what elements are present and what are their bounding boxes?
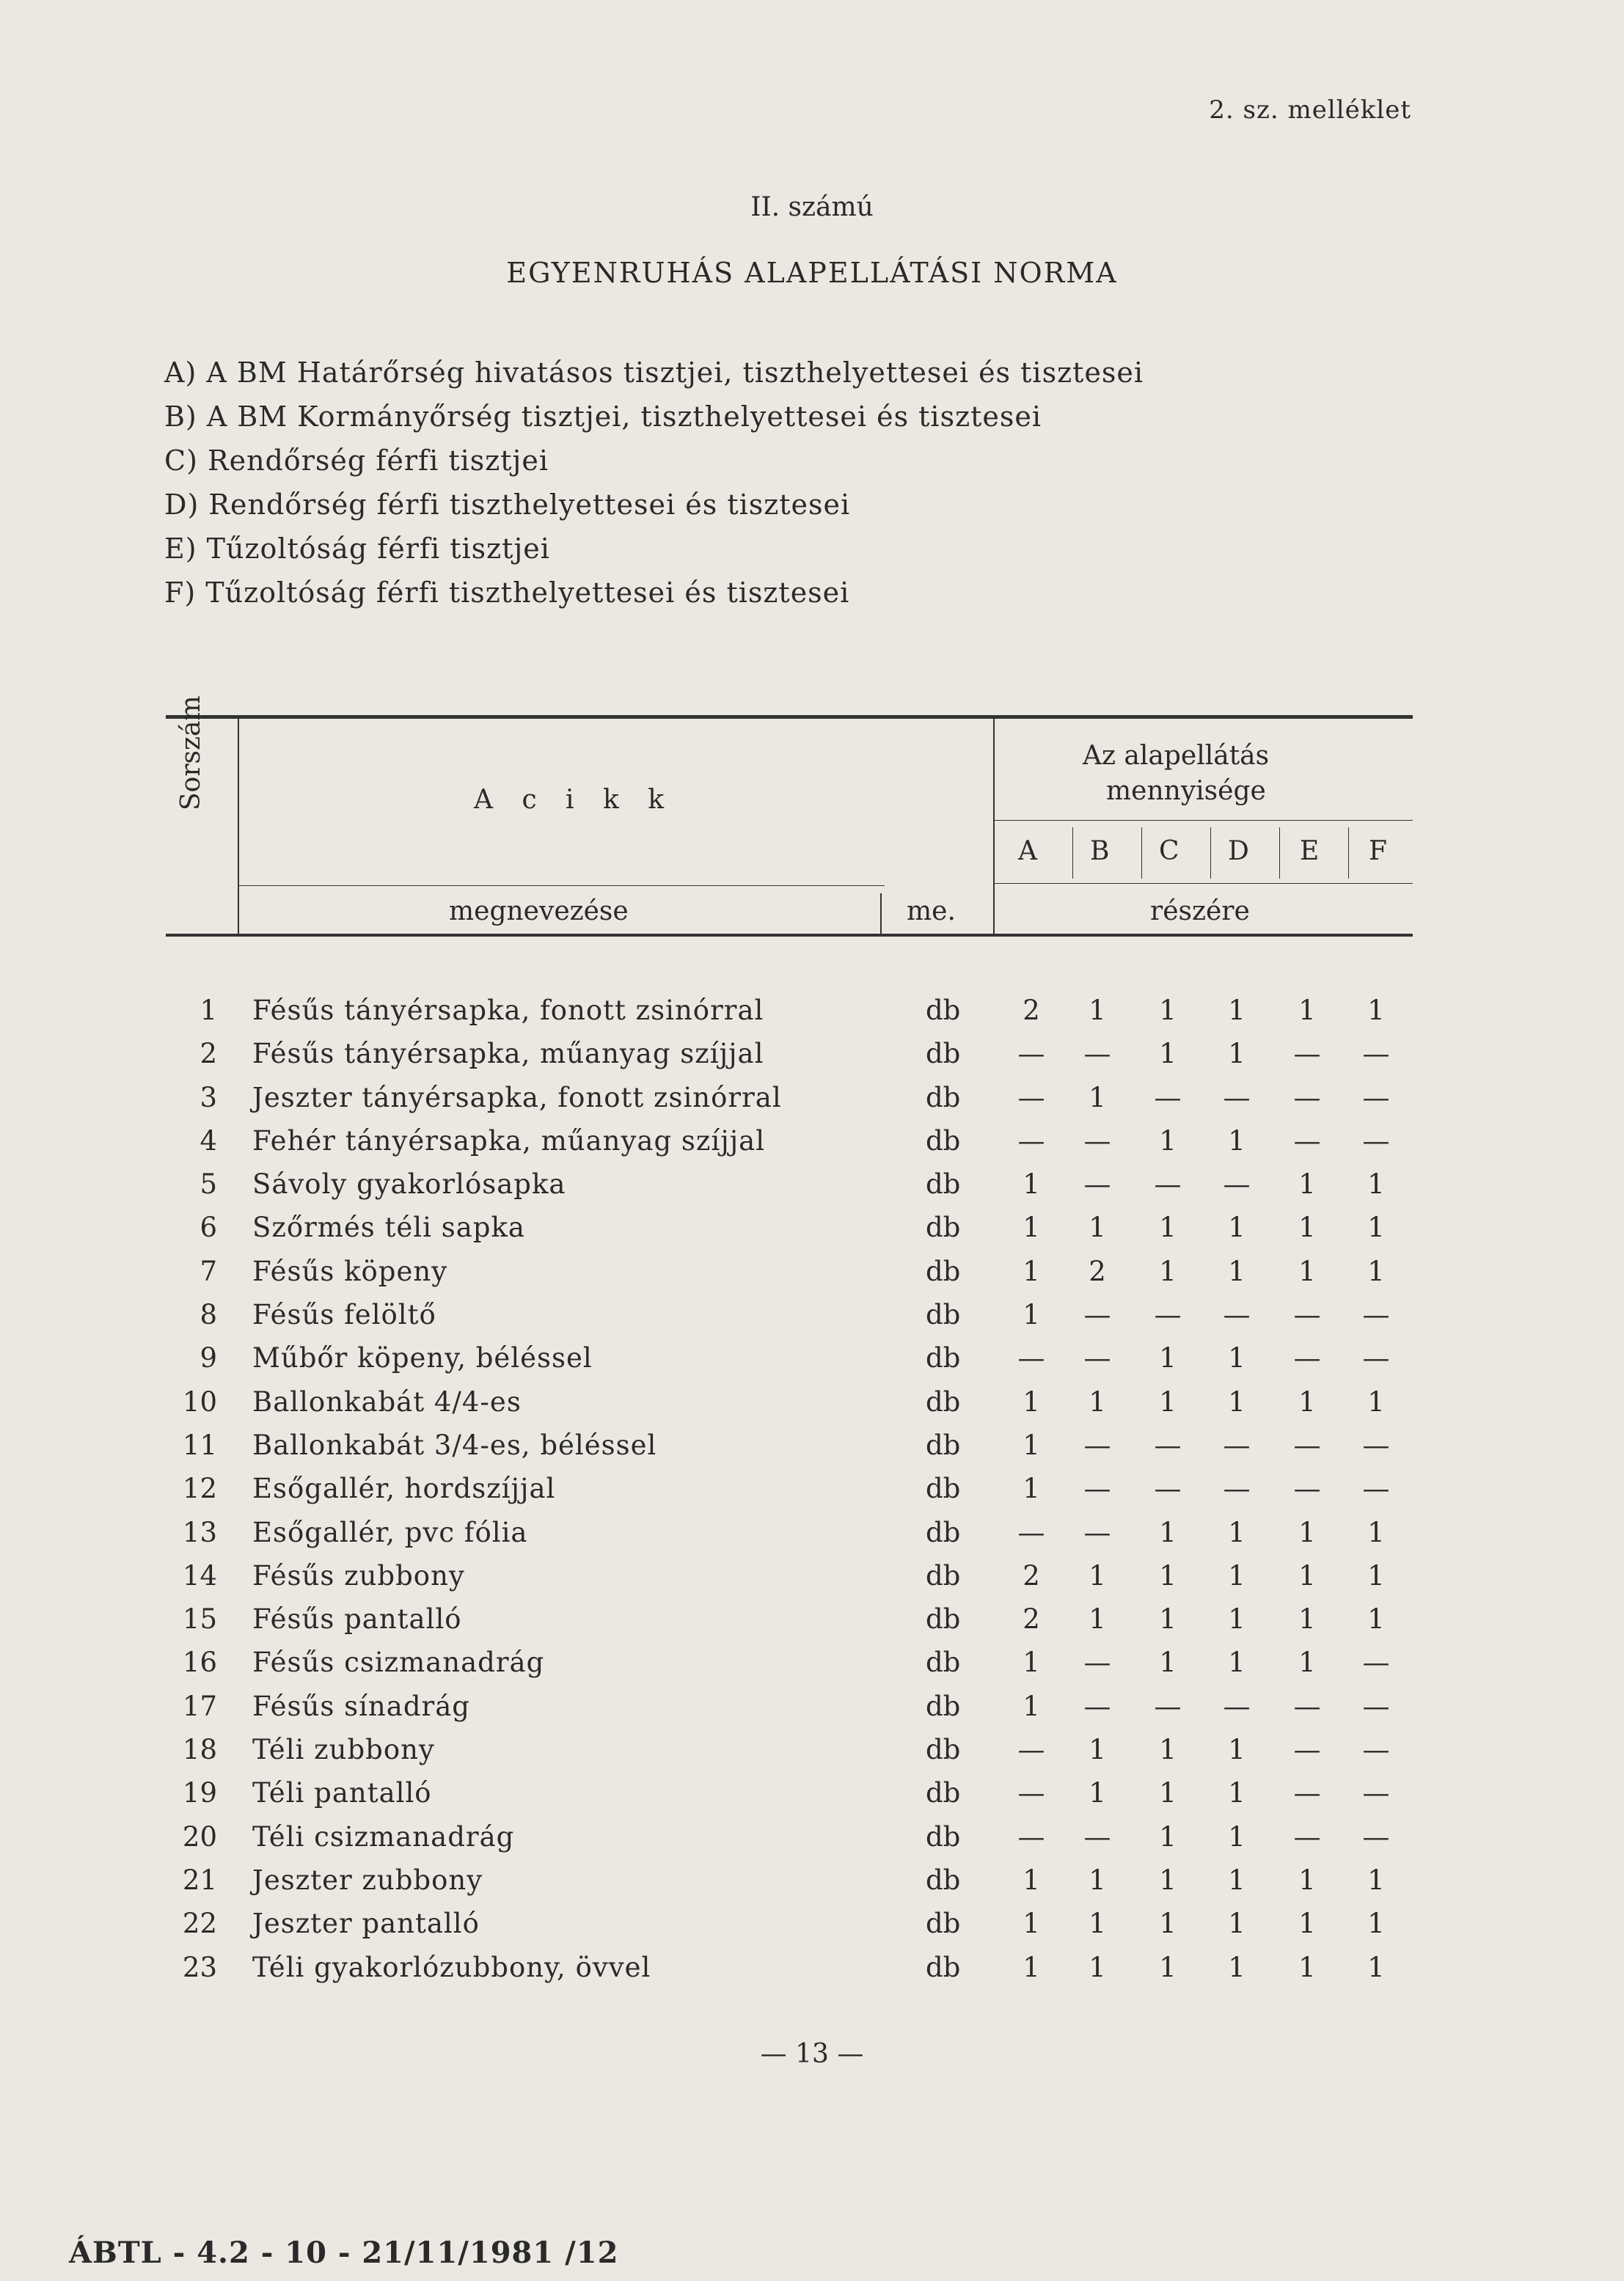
row-number: 22	[182, 1908, 217, 1940]
unit: db	[926, 1820, 961, 1853]
quantity-a: 1	[1023, 1299, 1040, 1331]
archive-reference: ÁBTL - 4.2 - 10 - 21/11/1981 /12	[69, 2236, 619, 2270]
quantity-a: 1	[1023, 1168, 1040, 1201]
table-row	[0, 1554, 1624, 1597]
table-header-bottom-rule	[166, 934, 1413, 937]
table-row	[0, 1380, 1624, 1424]
row-number: 4	[200, 1124, 217, 1157]
category-a: A) A BM Határőrség hivatásos tisztjei, tiszthelyettesei és tisztesei	[164, 356, 1144, 389]
item-header-subrule	[239, 885, 885, 886]
table-row	[0, 1163, 1624, 1206]
quantity-c: 1	[1159, 1212, 1177, 1244]
unit: db	[926, 1038, 961, 1070]
quantity-c: 1	[1159, 1647, 1177, 1679]
supply-header-rule-1	[995, 820, 1413, 821]
quantity-c: —	[1154, 1081, 1182, 1113]
unit: db	[926, 1908, 961, 1940]
unit: db	[926, 1734, 961, 1766]
quantity-b: —	[1083, 1516, 1111, 1548]
item-name: Fésűs tányérsapka, műanyag szíjjal	[252, 1038, 764, 1070]
row-number: 9	[200, 1342, 217, 1374]
item-name: Jeszter zubbony	[252, 1864, 483, 1896]
table-row	[0, 1946, 1624, 1989]
row-number: 19	[182, 1777, 217, 1809]
quantity-f: 1	[1367, 1951, 1385, 1983]
serial-column-divider	[238, 719, 239, 934]
category-c: C) Rendőrség férfi tisztjei	[164, 444, 549, 477]
quantity-b: 1	[1089, 995, 1106, 1026]
item-name: Fésűs felöltő	[252, 1299, 436, 1331]
quantity-a: —	[1017, 1124, 1045, 1157]
quantity-e: 1	[1298, 1647, 1316, 1679]
quantity-d: 1	[1228, 1864, 1246, 1896]
quantity-f: —	[1362, 1124, 1390, 1157]
unit: db	[926, 1777, 961, 1809]
quantity-c: 1	[1159, 1908, 1177, 1940]
quantity-e: 1	[1298, 1516, 1316, 1548]
table-row	[0, 1076, 1624, 1119]
unit-header: me.	[907, 896, 956, 926]
quantity-c: 1	[1159, 995, 1177, 1026]
quantity-d: 1	[1228, 1342, 1246, 1374]
table-row	[0, 1771, 1624, 1815]
row-number: 8	[200, 1299, 217, 1331]
supply-header-line1: Az alapellátás	[1083, 741, 1270, 771]
unit: db	[926, 995, 961, 1026]
quantity-c: 1	[1159, 1951, 1177, 1983]
quantity-f: —	[1362, 1038, 1390, 1070]
quantity-b: —	[1083, 1299, 1111, 1331]
quantity-e: 1	[1298, 995, 1316, 1026]
unit: db	[926, 1647, 961, 1679]
table-row	[0, 1685, 1624, 1728]
quantity-f: —	[1362, 1690, 1390, 1722]
item-name: Téli zubbony	[252, 1734, 435, 1766]
quantity-a: 1	[1023, 1647, 1040, 1679]
quantity-a: 1	[1023, 1255, 1040, 1287]
quantity-e: 1	[1298, 1168, 1316, 1201]
letter-c: C	[1159, 836, 1179, 866]
quantity-f: —	[1362, 1429, 1390, 1461]
row-number: 21	[182, 1864, 217, 1896]
quantity-a: —	[1017, 1342, 1045, 1374]
quantity-d: —	[1223, 1690, 1251, 1722]
category-f: F) Tűzoltóság férfi tiszthelyettesei és tisztesei	[164, 576, 850, 609]
row-number: 14	[182, 1559, 217, 1592]
unit: db	[926, 1299, 961, 1331]
unit: db	[926, 1342, 961, 1374]
quantity-d: 1	[1228, 1124, 1246, 1157]
letter-d: D	[1228, 836, 1249, 866]
item-name: Fésűs sínadrág	[252, 1690, 470, 1722]
row-number: 5	[200, 1168, 217, 1201]
quantity-d: 1	[1228, 1777, 1246, 1809]
letter-divider-3	[1210, 827, 1211, 879]
table-row	[0, 1250, 1624, 1293]
quantity-b: —	[1083, 1168, 1111, 1201]
quantity-c: 1	[1159, 1734, 1177, 1766]
quantity-e: —	[1293, 1690, 1321, 1722]
table-row	[0, 1293, 1624, 1336]
letter-divider-1	[1072, 827, 1073, 879]
quantity-d: 1	[1228, 1820, 1246, 1853]
row-number: 23	[182, 1951, 217, 1983]
quantity-b: 1	[1089, 1559, 1106, 1592]
item-name-header: megnevezése	[449, 896, 629, 926]
row-number: 7	[200, 1255, 217, 1287]
table-body	[0, 989, 1624, 1989]
row-number: 10	[182, 1385, 217, 1418]
quantity-d: 1	[1228, 1212, 1246, 1244]
row-number: 18	[182, 1734, 217, 1766]
quantity-f: —	[1362, 1820, 1390, 1853]
unit: db	[926, 1951, 961, 1983]
table-row	[0, 1597, 1624, 1641]
quantity-a: 2	[1023, 1559, 1040, 1592]
quantity-f: 1	[1367, 1385, 1385, 1418]
quantity-d: —	[1223, 1299, 1251, 1331]
row-number: 13	[182, 1516, 217, 1548]
quantity-b: —	[1083, 1473, 1111, 1505]
quantity-d: 1	[1228, 1255, 1246, 1287]
quantity-a: 1	[1023, 1385, 1040, 1418]
quantity-f: —	[1362, 1473, 1390, 1505]
quantity-e: 1	[1298, 1864, 1316, 1896]
letter-e: E	[1300, 836, 1320, 866]
main-title: EGYENRUHÁS ALAPELLÁTÁSI NORMA	[506, 257, 1118, 289]
category-d: D) Rendőrség férfi tiszthelyettesei és tisztesei	[164, 488, 851, 521]
table-row	[0, 989, 1624, 1032]
category-b: B) A BM Kormányőrség tisztjei, tiszthelyettesei és tisztesei	[164, 400, 1042, 433]
quantity-c: —	[1154, 1429, 1182, 1461]
unit: db	[926, 1690, 961, 1722]
quantity-a: 1	[1023, 1429, 1040, 1461]
unit: db	[926, 1081, 961, 1113]
quantity-a: 1	[1023, 1908, 1040, 1940]
quantity-b: 1	[1089, 1777, 1106, 1809]
row-number: 17	[182, 1690, 217, 1722]
quantity-d: —	[1223, 1081, 1251, 1113]
quantity-f: —	[1362, 1777, 1390, 1809]
quantity-c: 1	[1159, 1342, 1177, 1374]
quantity-b: 1	[1089, 1603, 1106, 1636]
quantity-a: 1	[1023, 1690, 1040, 1722]
quantity-e: —	[1293, 1038, 1321, 1070]
quantity-a: 2	[1023, 1603, 1040, 1636]
quantity-b: 1	[1089, 1385, 1106, 1418]
item-name: Fésűs csizmanadrág	[252, 1647, 545, 1679]
quantity-f: 1	[1367, 1212, 1385, 1244]
supply-header-rule-2	[995, 883, 1413, 884]
letter-divider-2	[1141, 827, 1142, 879]
quantity-e: 1	[1298, 1951, 1316, 1983]
row-number: 12	[182, 1473, 217, 1505]
quantity-d: 1	[1228, 1951, 1246, 1983]
table-row	[0, 1032, 1624, 1075]
table-row	[0, 1467, 1624, 1510]
item-name: Műbőr köpeny, béléssel	[252, 1342, 593, 1374]
table-row	[0, 1206, 1624, 1249]
quantity-e: —	[1293, 1734, 1321, 1766]
quantity-b: 1	[1089, 1908, 1106, 1940]
quantity-c: —	[1154, 1168, 1182, 1201]
quantity-f: —	[1362, 1081, 1390, 1113]
quantity-d: 1	[1228, 995, 1246, 1026]
quantity-e: —	[1293, 1429, 1321, 1461]
quantity-e: —	[1293, 1299, 1321, 1331]
quantity-f: 1	[1367, 995, 1385, 1026]
quantity-f: 1	[1367, 1516, 1385, 1548]
quantity-d: —	[1223, 1168, 1251, 1201]
for-header: részére	[1150, 896, 1250, 926]
quantity-d: 1	[1228, 1385, 1246, 1418]
quantity-b: 1	[1089, 1951, 1106, 1983]
quantity-c: 1	[1159, 1516, 1177, 1548]
unit: db	[926, 1124, 961, 1157]
quantity-d: 1	[1228, 1647, 1246, 1679]
quantity-c: 1	[1159, 1255, 1177, 1287]
quantity-b: —	[1083, 1820, 1111, 1853]
supply-header-line2: mennyisége	[1106, 776, 1266, 806]
quantity-f: 1	[1367, 1603, 1385, 1636]
row-number: 20	[182, 1820, 217, 1853]
item-name: Szőrmés téli sapka	[252, 1212, 525, 1244]
item-name: Jeszter tányérsapka, fonott zsinórral	[252, 1081, 782, 1113]
quantity-c: 1	[1159, 1124, 1177, 1157]
unit: db	[926, 1255, 961, 1287]
annex-label: 2. sz. melléklet	[1209, 95, 1411, 125]
quantity-b: —	[1083, 1647, 1111, 1679]
quantity-f: —	[1362, 1647, 1390, 1679]
quantity-e: 1	[1298, 1255, 1316, 1287]
letter-b: B	[1090, 836, 1110, 866]
quantity-a: —	[1017, 1820, 1045, 1853]
item-name: Fésűs tányérsapka, fonott zsinórral	[252, 995, 764, 1026]
quantity-c: —	[1154, 1690, 1182, 1722]
row-number: 2	[200, 1038, 217, 1070]
quantity-e: —	[1293, 1777, 1321, 1809]
quantity-d: —	[1223, 1429, 1251, 1461]
item-name: Jeszter pantalló	[252, 1908, 480, 1940]
quantity-f: —	[1362, 1734, 1390, 1766]
quantity-a: 1	[1023, 1951, 1040, 1983]
quantity-e: 1	[1298, 1212, 1316, 1244]
item-header: A c i k k	[474, 785, 675, 815]
quantity-c: —	[1154, 1473, 1182, 1505]
quantity-b: 1	[1089, 1081, 1106, 1113]
table-row	[0, 1815, 1624, 1859]
quantity-f: —	[1362, 1342, 1390, 1374]
quantity-b: 1	[1089, 1864, 1106, 1896]
item-name: Esőgallér, pvc fólia	[252, 1516, 528, 1548]
unit: db	[926, 1385, 961, 1418]
quantity-a: —	[1017, 1516, 1045, 1548]
table-row	[0, 1511, 1624, 1554]
quantity-c: —	[1154, 1299, 1182, 1331]
quantity-d: 1	[1228, 1038, 1246, 1070]
row-number: 11	[182, 1429, 217, 1461]
quantity-a: 2	[1023, 995, 1040, 1026]
quantity-f: 1	[1367, 1908, 1385, 1940]
quantity-e: 1	[1298, 1385, 1316, 1418]
table-top-rule	[166, 715, 1413, 719]
quantity-b: 1	[1089, 1212, 1106, 1244]
quantity-e: —	[1293, 1081, 1321, 1113]
quantity-f: 1	[1367, 1255, 1385, 1287]
table-row	[0, 1728, 1624, 1771]
table-row	[0, 1336, 1624, 1380]
serial-header: Sorszám	[176, 695, 206, 810]
item-name: Ballonkabát 3/4-es, béléssel	[252, 1429, 657, 1461]
unit: db	[926, 1864, 961, 1896]
unit: db	[926, 1559, 961, 1592]
quantity-e: 1	[1298, 1559, 1316, 1592]
quantity-c: 1	[1159, 1603, 1177, 1636]
quantity-b: —	[1083, 1690, 1111, 1722]
quantity-c: 1	[1159, 1559, 1177, 1592]
quantity-b: —	[1083, 1124, 1111, 1157]
quantity-c: 1	[1159, 1038, 1177, 1070]
row-number: 6	[200, 1212, 217, 1244]
unit: db	[926, 1212, 961, 1244]
row-number: 3	[200, 1081, 217, 1113]
quantity-a: —	[1017, 1081, 1045, 1113]
letter-a: A	[1018, 836, 1037, 866]
category-e: E) Tűzoltóság férfi tisztjei	[164, 532, 550, 565]
item-name: Téli gyakorlózubbony, övvel	[252, 1951, 651, 1983]
quantity-b: —	[1083, 1429, 1111, 1461]
table-row	[0, 1119, 1624, 1163]
quantity-b: 2	[1089, 1255, 1106, 1287]
quantity-d: 1	[1228, 1734, 1246, 1766]
item-name: Téli pantalló	[252, 1777, 432, 1809]
letter-divider-4	[1279, 827, 1280, 879]
quantity-d: 1	[1228, 1603, 1246, 1636]
quantity-d: —	[1223, 1473, 1251, 1505]
table-row	[0, 1424, 1624, 1467]
item-name: Fésűs köpeny	[252, 1255, 448, 1287]
quantity-b: 1	[1089, 1734, 1106, 1766]
item-name: Fésűs pantalló	[252, 1603, 462, 1636]
quantity-a: —	[1017, 1038, 1045, 1070]
quantity-b: —	[1083, 1038, 1111, 1070]
item-name: Ballonkabát 4/4-es	[252, 1385, 522, 1418]
item-name: Fehér tányérsapka, műanyag szíjjal	[252, 1124, 766, 1157]
letter-f: F	[1369, 836, 1387, 866]
quantity-e: 1	[1298, 1908, 1316, 1940]
quantity-f: 1	[1367, 1559, 1385, 1592]
quantity-a: 1	[1023, 1864, 1040, 1896]
item-column-divider	[993, 719, 995, 934]
quantity-e: —	[1293, 1473, 1321, 1505]
quantity-a: —	[1017, 1777, 1045, 1809]
item-name: Sávoly gyakorlósapka	[252, 1168, 566, 1201]
item-name: Téli csizmanadrág	[252, 1820, 515, 1853]
quantity-c: 1	[1159, 1820, 1177, 1853]
quantity-e: 1	[1298, 1603, 1316, 1636]
table-row	[0, 1859, 1624, 1902]
item-name: Esőgallér, hordszíjjal	[252, 1473, 556, 1505]
quantity-a: —	[1017, 1734, 1045, 1766]
number-title: II. számú	[750, 192, 874, 222]
quantity-c: 1	[1159, 1777, 1177, 1809]
row-number: 1	[200, 995, 217, 1026]
page-number: — 13 —	[760, 2039, 864, 2069]
quantity-f: —	[1362, 1299, 1390, 1331]
unit: db	[926, 1516, 961, 1548]
category-list	[164, 351, 1144, 615]
unit-column-divider	[880, 893, 882, 934]
quantity-f: 1	[1367, 1168, 1385, 1201]
quantity-d: 1	[1228, 1908, 1246, 1940]
quantity-f: 1	[1367, 1864, 1385, 1896]
quantity-a: 1	[1023, 1473, 1040, 1505]
letter-divider-5	[1348, 827, 1349, 879]
quantity-d: 1	[1228, 1559, 1246, 1592]
quantity-a: 1	[1023, 1212, 1040, 1244]
item-name: Fésűs zubbony	[252, 1559, 465, 1592]
quantity-c: 1	[1159, 1864, 1177, 1896]
quantity-e: —	[1293, 1124, 1321, 1157]
quantity-c: 1	[1159, 1385, 1177, 1418]
quantity-e: —	[1293, 1820, 1321, 1853]
table-row	[0, 1641, 1624, 1684]
quantity-d: 1	[1228, 1516, 1246, 1548]
unit: db	[926, 1429, 961, 1461]
row-number: 16	[182, 1647, 217, 1679]
quantity-e: —	[1293, 1342, 1321, 1374]
unit: db	[926, 1473, 961, 1505]
table-row	[0, 1902, 1624, 1945]
quantity-b: —	[1083, 1342, 1111, 1374]
row-number: 15	[182, 1603, 217, 1636]
unit: db	[926, 1603, 961, 1636]
unit: db	[926, 1168, 961, 1201]
